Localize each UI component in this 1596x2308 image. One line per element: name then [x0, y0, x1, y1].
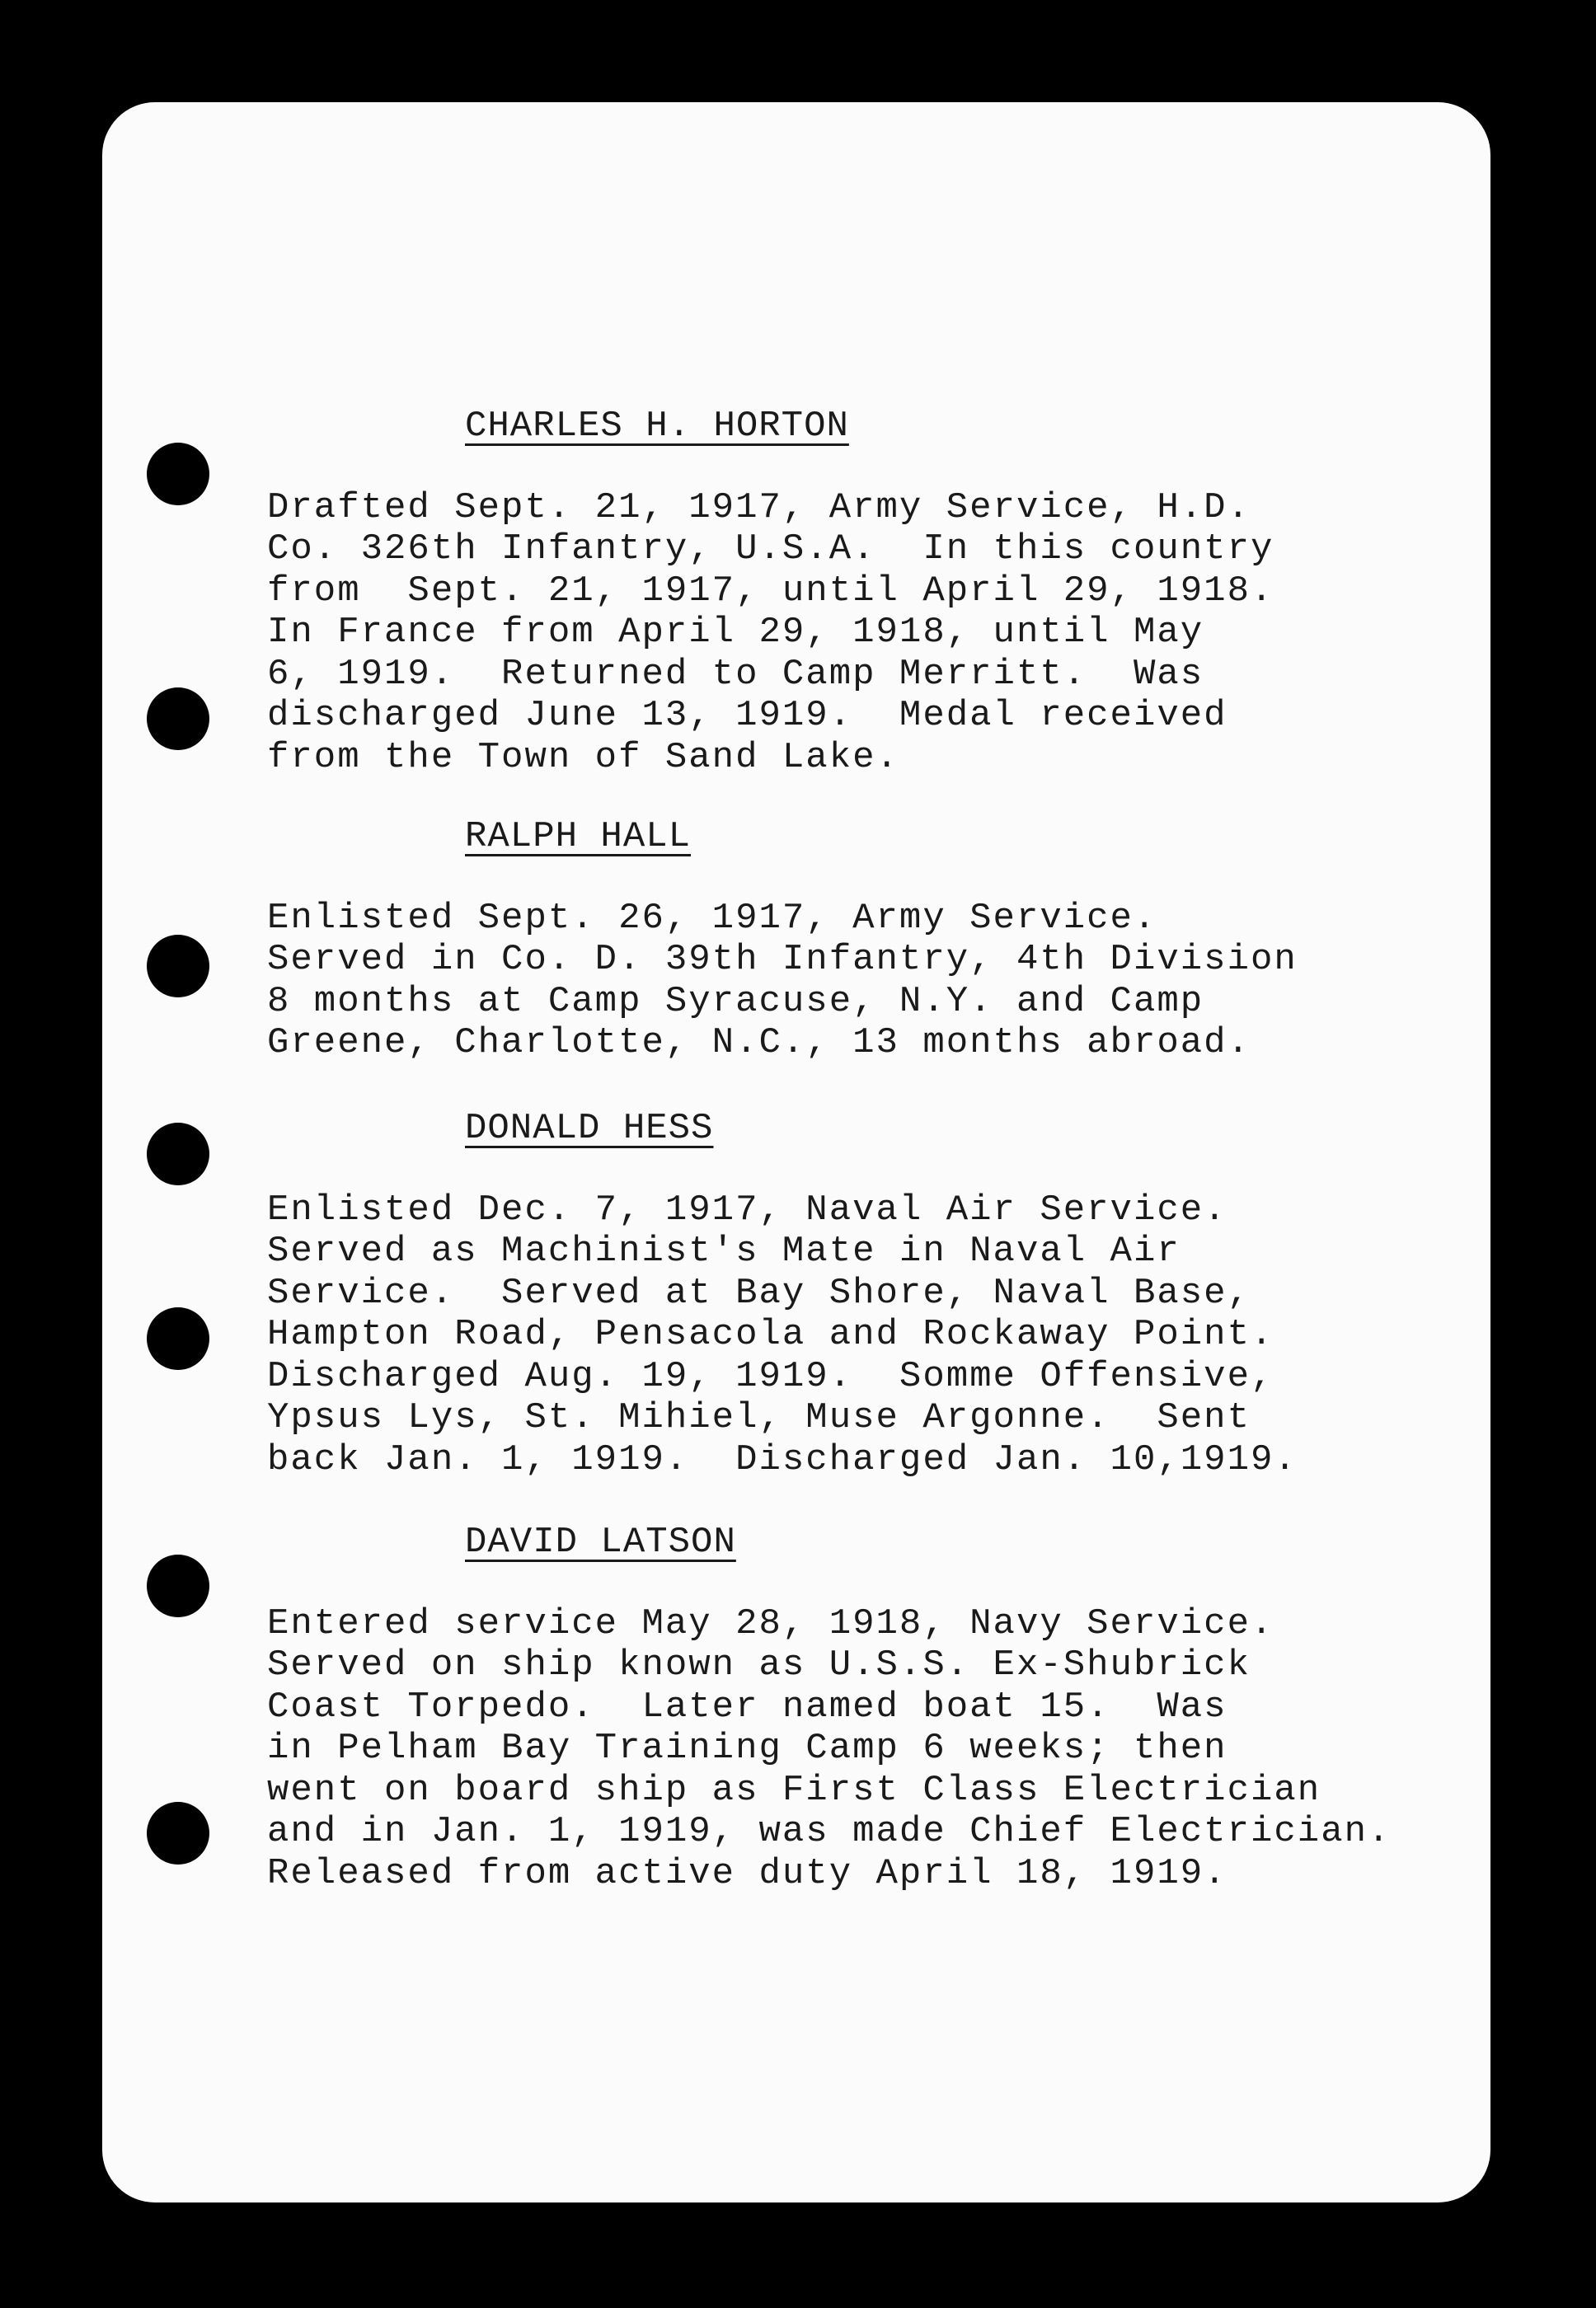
entry-line: Enlisted Dec. 7, 1917, Naval Air Service. — [267, 1189, 1228, 1231]
binder-hole — [147, 1802, 209, 1865]
entry-line: Drafted Sept. 21, 1917, Army Service, H.D. — [267, 486, 1251, 528]
entry-line: Served on ship known as U.S.S. Ex-Shubrick — [267, 1644, 1251, 1686]
entry-line: back Jan. 1, 1919. Discharged Jan. 10,1919. — [267, 1438, 1298, 1480]
entry-body — [267, 1603, 1471, 1895]
entry-body — [267, 487, 1471, 779]
entry-line: In France from April 29, 1918, until May — [267, 612, 1204, 653]
entry-name: CHARLES H. HORTON — [465, 406, 849, 447]
document-page — [102, 102, 1490, 2202]
entry-line: discharged June 13, 1919. Medal received — [267, 695, 1228, 736]
service-record-entry — [267, 1108, 1471, 1480]
entry-line: Co. 326th Infantry, U.S.A. In this country — [267, 528, 1274, 570]
entry-line: Coast Torpedo. Later named boat 15. Was — [267, 1686, 1228, 1728]
service-record-entry — [267, 816, 1471, 1064]
entry-body — [267, 1189, 1471, 1481]
entry-name: RALPH HALL — [465, 816, 692, 857]
binder-hole — [147, 1307, 209, 1370]
binder-hole — [147, 443, 209, 505]
entry-body — [267, 898, 1471, 1064]
entry-line: Released from active duty April 18, 1919. — [267, 1852, 1228, 1894]
service-record-entry — [267, 406, 1471, 778]
entry-line: in Pelham Bay Training Camp 6 weeks; then — [267, 1728, 1228, 1769]
entry-line: Greene, Charlotte, N.C., 13 months abroad. — [267, 1022, 1251, 1063]
entry-line: went on board ship as First Class Electrician — [267, 1769, 1321, 1811]
entry-name: DAVID LATSON — [465, 1522, 736, 1563]
entry-line: from Sept. 21, 1917, until April 29, 1918. — [267, 570, 1274, 612]
entry-line: 6, 1919. Returned to Camp Merritt. Was — [267, 653, 1204, 695]
entry-line: Service. Served at Bay Shore, Naval Base, — [267, 1272, 1251, 1314]
entry-line: 8 months at Camp Syracuse, N.Y. and Camp — [267, 980, 1204, 1022]
entry-line: Enlisted Sept. 26, 1917, Army Service. — [267, 897, 1157, 939]
entry-line: Discharged Aug. 19, 1919. Somme Offensive, — [267, 1355, 1274, 1397]
entry-name: DONALD HESS — [465, 1108, 714, 1149]
entry-line: and in Jan. 1, 1919, was made Chief Electrician. — [267, 1811, 1392, 1852]
binder-hole — [147, 935, 209, 997]
entry-line: Entered service May 28, 1918, Navy Service. — [267, 1602, 1274, 1644]
service-record-entry — [267, 1522, 1471, 1894]
binder-hole — [147, 687, 209, 750]
entry-line: Hampton Road, Pensacola and Rockaway Point. — [267, 1314, 1274, 1355]
entry-line: from the Town of Sand Lake. — [267, 736, 899, 778]
entry-line: Served as Machinist's Mate in Naval Air — [267, 1231, 1181, 1272]
binder-hole — [147, 1123, 209, 1185]
entry-line: Ypsus Lys, St. Mihiel, Muse Argonne. Sent — [267, 1397, 1251, 1438]
entry-line: Served in Co. D. 39th Infantry, 4th Division — [267, 939, 1298, 980]
binder-hole — [147, 1555, 209, 1617]
